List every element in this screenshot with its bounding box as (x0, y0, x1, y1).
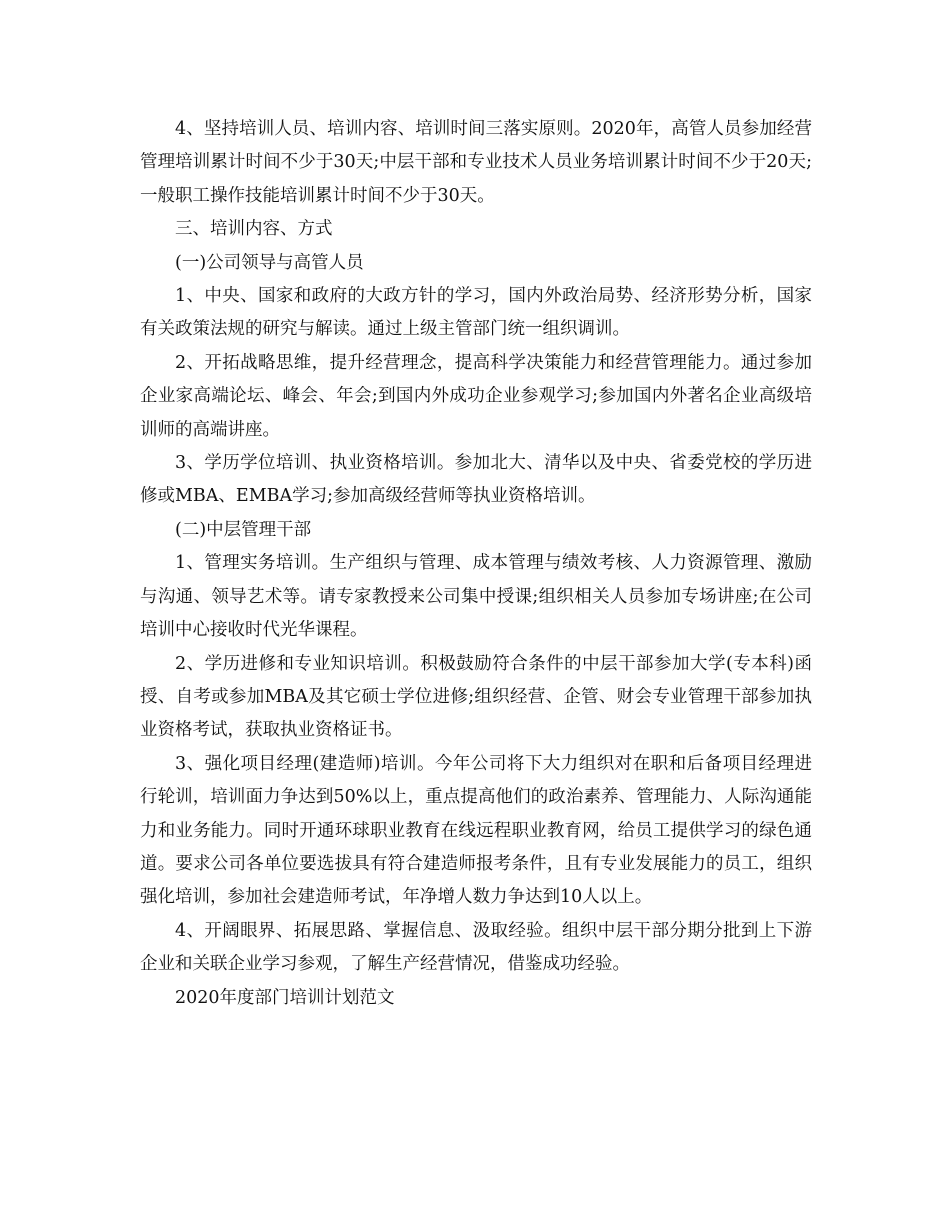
paragraph-middle-item-3: 3、强化项目经理(建造师)培训。今年公司将下大力组织对在职和后备项目经理进行轮训，培训面力争达到50%以上，重点提高他们的政治素养、管理能力、人际沟通能力和业务能力。同时开通环球职业教育在线远程职业教育网，给员工提供学习的绿色通道。要求公司各单位要选拔具有符合建造师报考条件，且有专业发展能力的员工，组织强化培训，参加社会建造师考试，年净增人数力争达到10人以上。 (140, 753, 812, 908)
paragraph-middle-item-1: 1、管理实务培训。生产组织与管理、成本管理与绩效考核、人力资源管理、激励与沟通、领导艺术等。请专家教授来公司集中授课;组织相关人员参加专场讲座;在公司培训中心接收时代光华课程。 (140, 553, 812, 641)
document-footer-title: 2020年度部门培训计划范文 (175, 987, 395, 1008)
paragraph-middle-item-2: 2、学历进修和专业知识培训。积极鼓励符合条件的中层干部参加大学(专本科)函授、自考或参加MBA及其它硕士学位进修;组织经营、企管、财会专业管理干部参加执业资格考试，获取执业资格证书。 (140, 653, 812, 741)
subsection-heading-leadership: (一)公司领导与高管人员 (175, 252, 364, 273)
paragraph-leadership-item-1: 1、中央、国家和政府的大政方针的学习，国内外政治局势、经济形势分析，国家有关政策法规的研究与解读。通过上级主管部门统一组织调训。 (140, 286, 812, 340)
paragraph-middle-item-4: 4、开阔眼界、拓展思路、掌握信息、汲取经验。组织中层干部分期分批到上下游企业和关联企业学习参观，了解生产经营情况，借鉴成功经验。 (140, 920, 812, 975)
section-heading-training-content: 三、培训内容、方式 (175, 219, 333, 240)
paragraph-leadership-item-3: 3、学历学位培训、执业资格培训。参加北大、清华以及中央、省委党校的学历进修或MBA、EMBA学习;参加高级经营师等执业资格培训。 (140, 453, 812, 507)
paragraph-item-4-principle: 4、坚持培训人员、培训内容、培训时间三落实原则。2020年，高管人员参加经营管理培训累计时间不少于30天;中层干部和专业技术人员业务培训累计时间不少于20天;一般职工操作技能培训累计时间不少于30天。 (140, 119, 812, 206)
subsection-heading-middle-management: (二)中层管理干部 (175, 519, 312, 540)
document-body (140, 113, 812, 1015)
paragraph-leadership-item-2: 2、开拓战略思维，提升经营理念，提高科学决策能力和经营管理能力。通过参加企业家高端论坛、峰会、年会;到国内外成功企业参观学习;参加国内外著名企业高级培训师的高端讲座。 (140, 352, 812, 440)
